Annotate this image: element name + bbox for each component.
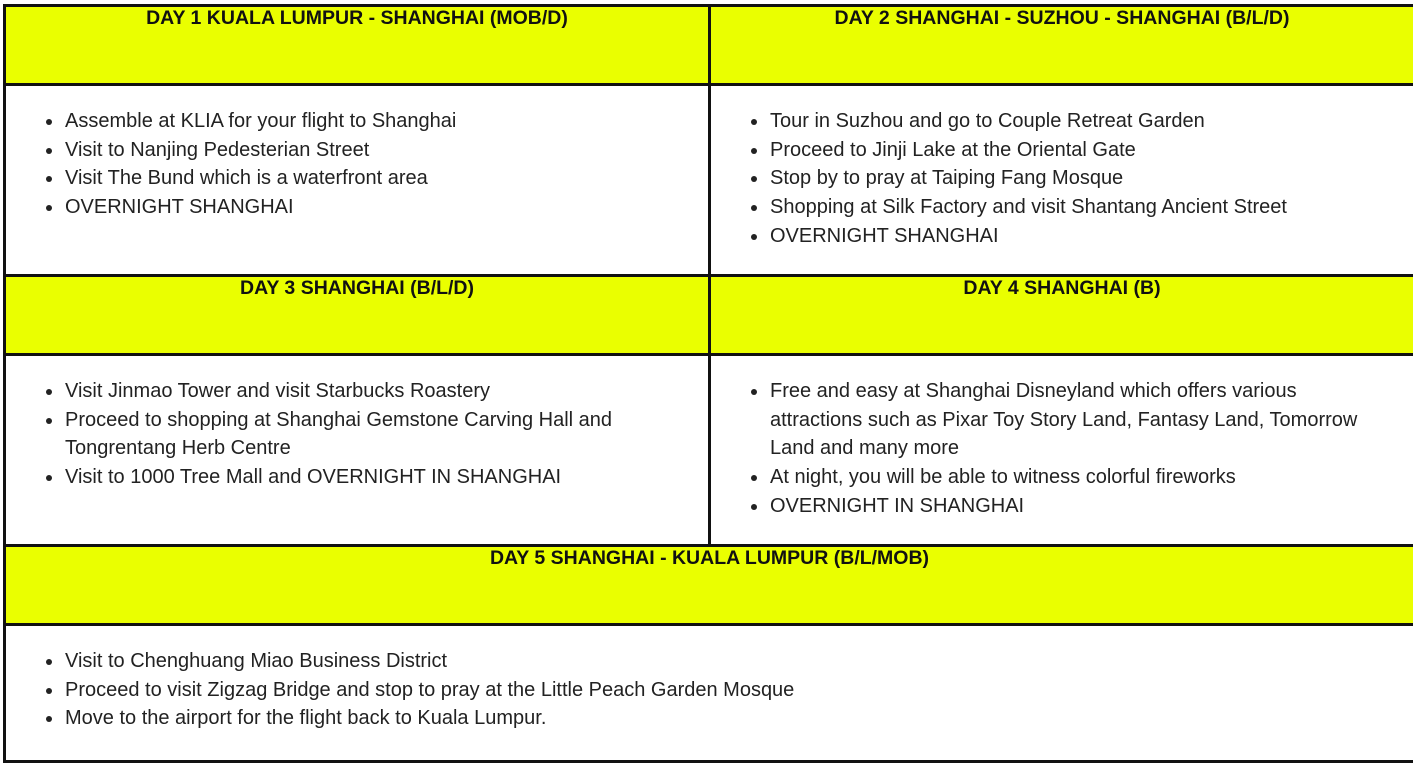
- list-item: • Visit Jinmao Tower and visit Starbucks Roastery: [64, 377, 688, 406]
- list-item: • Proceed to shopping at Shanghai Gemstone Carving Hall and Tongrentang Herb Centre: [64, 406, 688, 463]
- day-1-header: DAY 1 KUALA LUMPUR - SHANGHAI (MOB/D): [5, 6, 710, 85]
- list-item: • Free and easy at Shanghai Disneyland which offers various attractions such as Pixar Toy Story Land, Fantasy Land, Tomorrow Land and many more: [769, 377, 1393, 463]
- day-4-details: [710, 355, 1413, 546]
- list-item: • Tour in Suzhou and go to Couple Retreat Garden: [769, 107, 1393, 136]
- list-item: • Assemble at KLIA for your flight to Shanghai: [64, 107, 688, 136]
- list-item: • OVERNIGHT SHANGHAI: [64, 193, 688, 222]
- list-item: • Visit The Bund which is a waterfront area: [64, 164, 688, 193]
- day-5-list: [6, 626, 1413, 733]
- list-item: • OVERNIGHT SHANGHAI: [769, 222, 1393, 251]
- list-item: • Proceed to Jinji Lake at the Oriental Gate: [769, 136, 1393, 165]
- day-4-header: DAY 4 SHANGHAI (B): [710, 276, 1413, 355]
- list-item: • Visit to Chenghuang Miao Business District: [64, 647, 1393, 676]
- day-3-header: DAY 3 SHANGHAI (B/L/D): [5, 276, 710, 355]
- day-3-list: [6, 356, 708, 492]
- day-4-list: [711, 356, 1413, 521]
- list-item: • Proceed to visit Zigzag Bridge and stop to pray at the Little Peach Garden Mosque: [64, 676, 1393, 705]
- day-5-details: [5, 625, 1413, 762]
- day-1-list: [6, 86, 708, 222]
- day-2-list: [711, 86, 1413, 251]
- list-item: • At night, you will be able to witness colorful fireworks: [769, 463, 1393, 492]
- day-2-details: [710, 85, 1413, 276]
- list-item: • Stop by to pray at Taiping Fang Mosque: [769, 164, 1393, 193]
- list-item: • Shopping at Silk Factory and visit Shantang Ancient Street: [769, 193, 1393, 222]
- day-1-details: [5, 85, 710, 276]
- day-3-details: [5, 355, 710, 546]
- itinerary-table: [3, 4, 1413, 763]
- day-5-header: DAY 5 SHANGHAI - KUALA LUMPUR (B/L/MOB): [5, 546, 1413, 625]
- list-item: • OVERNIGHT IN SHANGHAI: [769, 492, 1393, 521]
- day-2-header: DAY 2 SHANGHAI - SUZHOU - SHANGHAI (B/L/D): [710, 6, 1413, 85]
- list-item: • Move to the airport for the flight back to Kuala Lumpur.: [64, 704, 1393, 733]
- list-item: • Visit to Nanjing Pedesterian Street: [64, 136, 688, 165]
- list-item: • Visit to 1000 Tree Mall and OVERNIGHT IN SHANGHAI: [64, 463, 688, 492]
